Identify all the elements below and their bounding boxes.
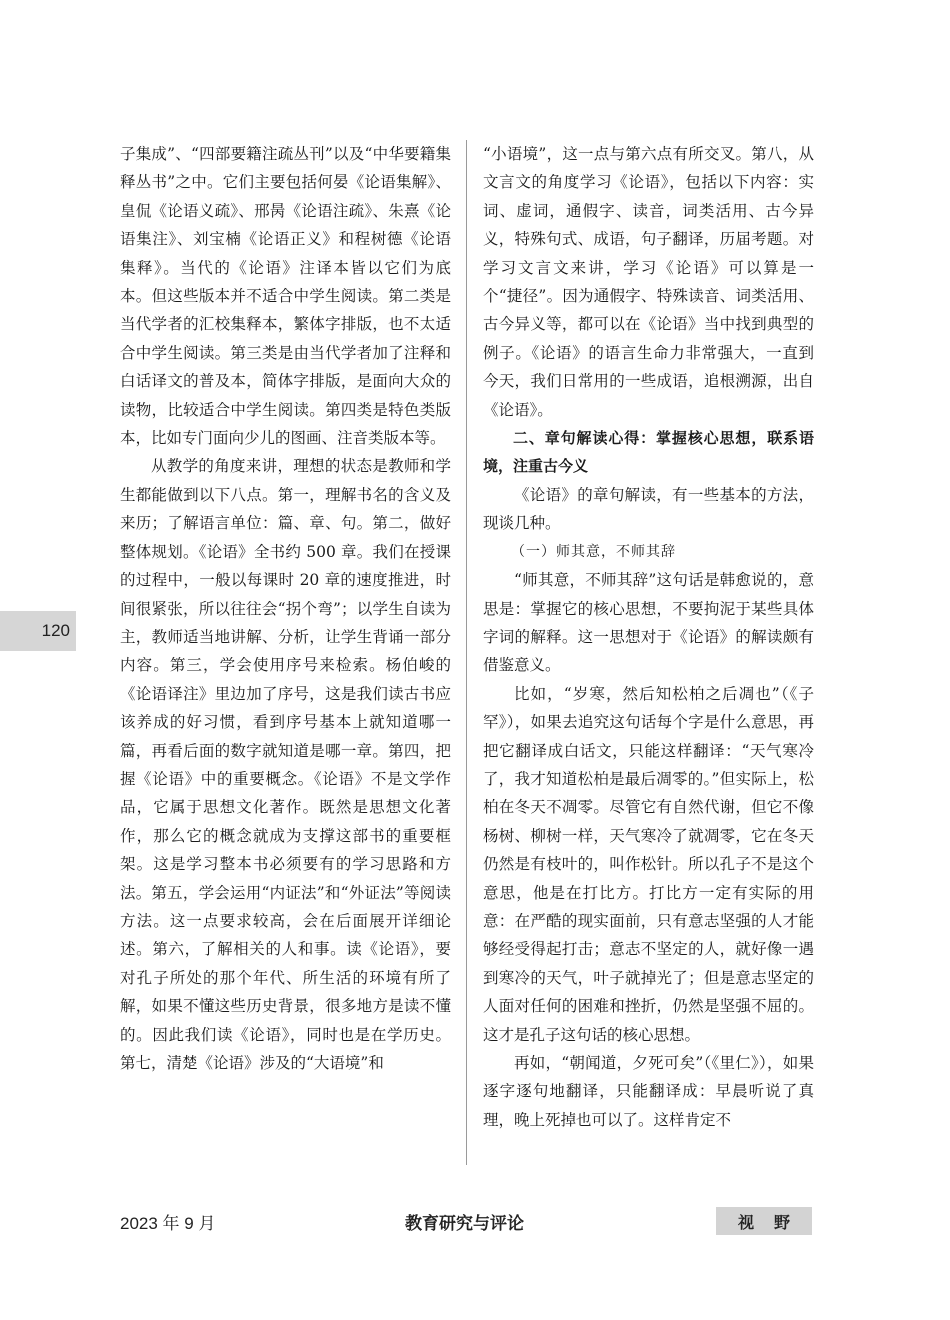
left-column [120, 140, 451, 1077]
footer-journal-title: 教育研究与评论 [405, 1213, 524, 1234]
page-number-tab [0, 611, 76, 651]
footer-date: 2023 年 9 月 [120, 1213, 216, 1233]
footer-section-label: 视野 [716, 1207, 812, 1235]
right-paragraph-5: 再如，“朝闻道，夕死可矣”（《里仁》），如果逐字逐句地翻译，只能翻译成：早晨听说了真理，晚上死掉也可以了。这样肯定不 [483, 1054, 814, 1129]
right-paragraph-3: “师其意，不师其辞”这句话是韩愈说的，意思是：掌握它的核心思想，不要拘泥于某些具体字词的解释。这一思想对于《论语》的解读颇有借鉴意义。 [483, 571, 814, 675]
right-column [483, 140, 814, 1134]
column-divider [466, 140, 467, 1165]
right-paragraph-2: 《论语》的章句解读，有一些基本的方法，现谈几种。 [483, 485, 814, 533]
page-number: 120 [41, 621, 70, 640]
right-paragraph-4: 比如，“岁寒，然后知松柏之后凋也”（《子罕》），如果去追究这句话每个字是什么意思，再把它翻译成白话文，只能这样翻译：“天气寒冷了，我才知道松柏是最后凋零的。”但实际上，松柏在冬天不凋零。尽管它有自然代谢，但它不像杨树、柳树一样，天气寒冷了就凋零，它在冬天仍然是有枝叶的，叫作松针。所以孔子不是这个意思，他是在打比方。打比方一定有实际的用意：在严酷的现实面前，只有意志坚强的人才能够经受得起打击；意志不坚定的人，就好像一遇到寒冷的天气，叶子就掉光了；但是意志坚定的人面对任何的困难和挫折，仍然是坚强不屈的。这才是孔子这句话的核心思想。 [483, 684, 814, 1044]
left-paragraph-1: 子集成”、“四部要籍注疏丛刊”以及“中华要籍集释丛书”之中。它们主要包括何晏《论语集解》、皇侃《论语义疏》、邢昺《论语注疏》、朱熹《论语集注》、刘宝楠《论语正义》和程树德《论语集释》。当代的《论语》注译本皆以它们为底本。但这些版本并不适合中学生阅读。第二类是当代学者的汇校集释本，繁体字排版，也不太适合中学生阅读。第三类是由当代学者加了注释和白话译文的普及本，简体字排版，是面向大众的读物，比较适合中学生阅读。第四类是特色类版本，比如专门面向少儿的图画、注音类版本等。 [120, 145, 451, 448]
subsection-heading: （一）师其意，不师其辞 [511, 543, 676, 560]
left-paragraph-2: 从教学的角度来讲，理想的状态是教师和学生都能做到以下八点。第一，理解书名的含义及来历；了解语言单位：篇、章、句。第二，做好整体规划。《论语》全书约 500 章。我们在授课的过程中，一般以每课时 20 章的速度推进，时间很紧张，所以往往会“拐个弯”；以学生自读为主，教师适当地讲解、分析，让学生背诵一部分内容。第三，学会使用序号来检索。杨伯峻的《论语译注》里边加了序号，这是我们读古书应该养成的好习惯，看到序号基本上就知道哪一篇，再看后面的数字就知道是哪一章。第四，把握《论语》中的重要概念。《论语》不是文学作品，它属于思想文化著作。既然是思想文化著作，那么它的概念就成为支撑这部书的重要框架。这是学习整本书必须要有的学习思路和方法。第五，学会运用“内证法”和“外证法”等阅读方法。这一点要求较高，会在后面展开详细论述。第六，了解相关的人和事。读《论语》，要对孔子所处的那个年代、所生活的环境有所了解，如果不懂这些历史背景，很多地方是读不懂的。因此我们读《论语》，同时也是在学历史。第七，清楚《论语》涉及的“大语境”和 [120, 457, 451, 1072]
right-paragraph-1: “小语境”，这一点与第六点有所交叉。第八，从文言文的角度学习《论语》，包括以下内容：实词、虚词，通假字、读音，词类活用、古今异义，特殊句式、成语，句子翻译，历届考题。对学习文言文来讲，学习《论语》可以算是一个“捷径”。因为通假字、特殊读音、词类活用、古今异义等，都可以在《论语》当中找到典型的例子。《论语》的语言生命力非常强大，一直到今天，我们日常用的一些成语，追根溯源，出自《论语》。 [483, 145, 814, 419]
section-heading: 二、章句解读心得：掌握核心思想，联系语境，注重古今义 [483, 429, 814, 476]
